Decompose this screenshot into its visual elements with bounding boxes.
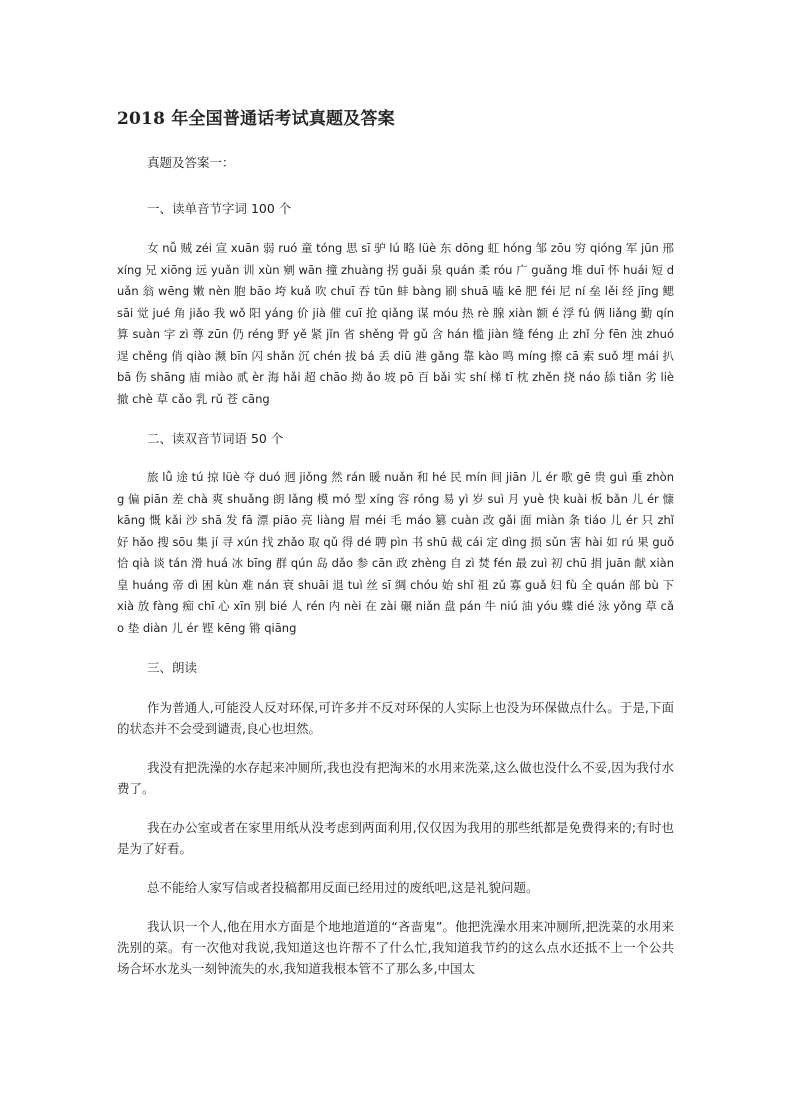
- section-heading-reading: 三、朗读: [147, 660, 198, 675]
- document-title: 2018 年全国普通话考试真题及答案: [117, 109, 395, 129]
- section-body-double-syllable: 旅 lǚ 途 tú 掠 lüè 夺 duó 迥 jiǒng 然 rán 暖 nuǎn 和 hé 民 mín 间 jiān 儿 ér 歌 gē 贵 guì 重 zhòng 偏 piān 差 chà 爽 shuǎng 朗 lǎng 模 mó 型 xíng 容 róng 易 yì 岁 suì 月 yuè 快 kuài 板 bǎn 儿 ér 慷 kāng 慨 kǎi 沙 shā 发 fā 漂 piāo 亮 liàng 眉 méi 毛 máo 篡 cuàn 改 gǎi 面 miàn 条 tiáo 儿 ér 只 zhǐ 好 hǎo 搜 sōu 集 jí 寻 xún 找 zhǎo 取 qǔ 得 dé 聘 pìn 书 shū 裁 cái 定 dìng 损 sǔn 害 hài 如 rú 果 guǒ 恰 qià 谈 tán 滑 huá 冰 bīng 群 qún 岛 dǎo 参 cān 政 zhèng 自 zì 焚 fén 最 zuì 初 chū 捐 juān 献 xiàn 皇 huáng 帝 dì 困 kùn 难 nán 衰 shuāi 退 tuì 丝 sī 绸 chóu 始 shǐ 祖 zǔ 寡 guǎ 妇 fù 全 quán 部 bù 下 xià 放 fàng 痴 chī 心 xīn 别 bié 人 rén 内 nèi 在 zài 碾 niǎn 盘 pán 牛 niú 油 yóu 蝶 dié 泳 yǒng 草 cǎo 垫 diàn 儿 ér 铿 kēng 锵 qiāng: [117, 470, 674, 635]
- intro-line: 真题及答案一：: [147, 155, 235, 170]
- section-heading-single-syllable: 一、读单音节字词 100 个: [147, 201, 292, 216]
- section-heading-double-syllable: 二、读双音节词语 50 个: [147, 431, 284, 446]
- section-body-single-syllable: 女 nǚ 贼 zéi 宣 xuān 弱 ruó 童 tóng 思 sī 驴 lú 略 lüè 东 dōng 虹 hóng 邹 zōu 穷 qióng 军 jūn 邢 xíng 兄 xiōng 远 yuǎn 训 xùn 剜 wān 撞 zhuàng 拐 guǎi 泉 quán 柔 róu 广 guǎng 堆 duī 怀 huái 短 duǎn 翁 wēng 嫩 nèn 胞 bāo 垮 kuǎ 吹 chuī 吞 tūn 蚌 bàng 刷 shuā 嗑 kē 肥 féi 尼 ní 垒 lěi 经 jīng 鳃 sāi 觉 jué 角 jiǎo 我 wǒ 阳 yáng 价 jià 催 cuī 抢 qiǎng 谋 móu 热 rè 腺 xiàn 额 é 浮 fú 俩 liǎng 勤 qín 算 suàn 字 zì 尊 zūn 仍 réng 野 yě 紧 jǐn 省 shěng 骨 gǔ 含 hán 槛 jiàn 缝 féng 止 zhǐ 分 fēn 浊 zhuó 逞 chěng 俏 qiào 濒 bīn 闪 shǎn 沉 chén 拔 bá 丢 diū 港 gǎng 靠 kào 鸣 míng 擦 cā 索 suǒ 埋 mái 扒 bā 伤 shāng 庙 miào 贰 èr 海 hǎi 超 chāo 拗 ǎo 坡 pō 百 bǎi 实 shí 梯 tī 枕 zhěn 挠 náo 舔 tiǎn 劣 liè 撤 chè 草 cǎo 乳 rǔ 苍 cāng: [117, 241, 674, 406]
- reading-paragraph: 我认识一个人,他在用水方面是个地地道道的“吝啬鬼”。他把洗澡水用来冲厕所,把洗菜的水用来洗别的菜。有一次他对我说,我知道这也许帮不了什么忙,我知道我节约的这么点水还抵不上一个公共场合坏水龙头一刻钟流失的水,我知道我根本管不了那么多,中国太: [117, 919, 674, 976]
- reading-paragraph: 我在办公室或者在家里用纸从没考虑到两面利用,仅仅因为我用的那些纸都是免费得来的;有时也是为了好看。: [117, 820, 674, 856]
- reading-paragraph: 作为普通人,可能没人反对环保,可许多并不反对环保的人实际上也没为环保做点什么。于是,下面的状态并不会受到谴责,良心也坦然。: [117, 700, 674, 736]
- reading-paragraph: 我没有把洗澡的水存起来冲厕所,我也没有把淘米的水用来洗菜,这么做也没什么不妥,因为我付水费了。: [117, 760, 674, 796]
- document-page: [117, 98, 674, 979]
- reading-paragraph: 总不能给人家写信或者投稿都用反面已经用过的废纸吧,这是礼貌问题。: [147, 880, 539, 895]
